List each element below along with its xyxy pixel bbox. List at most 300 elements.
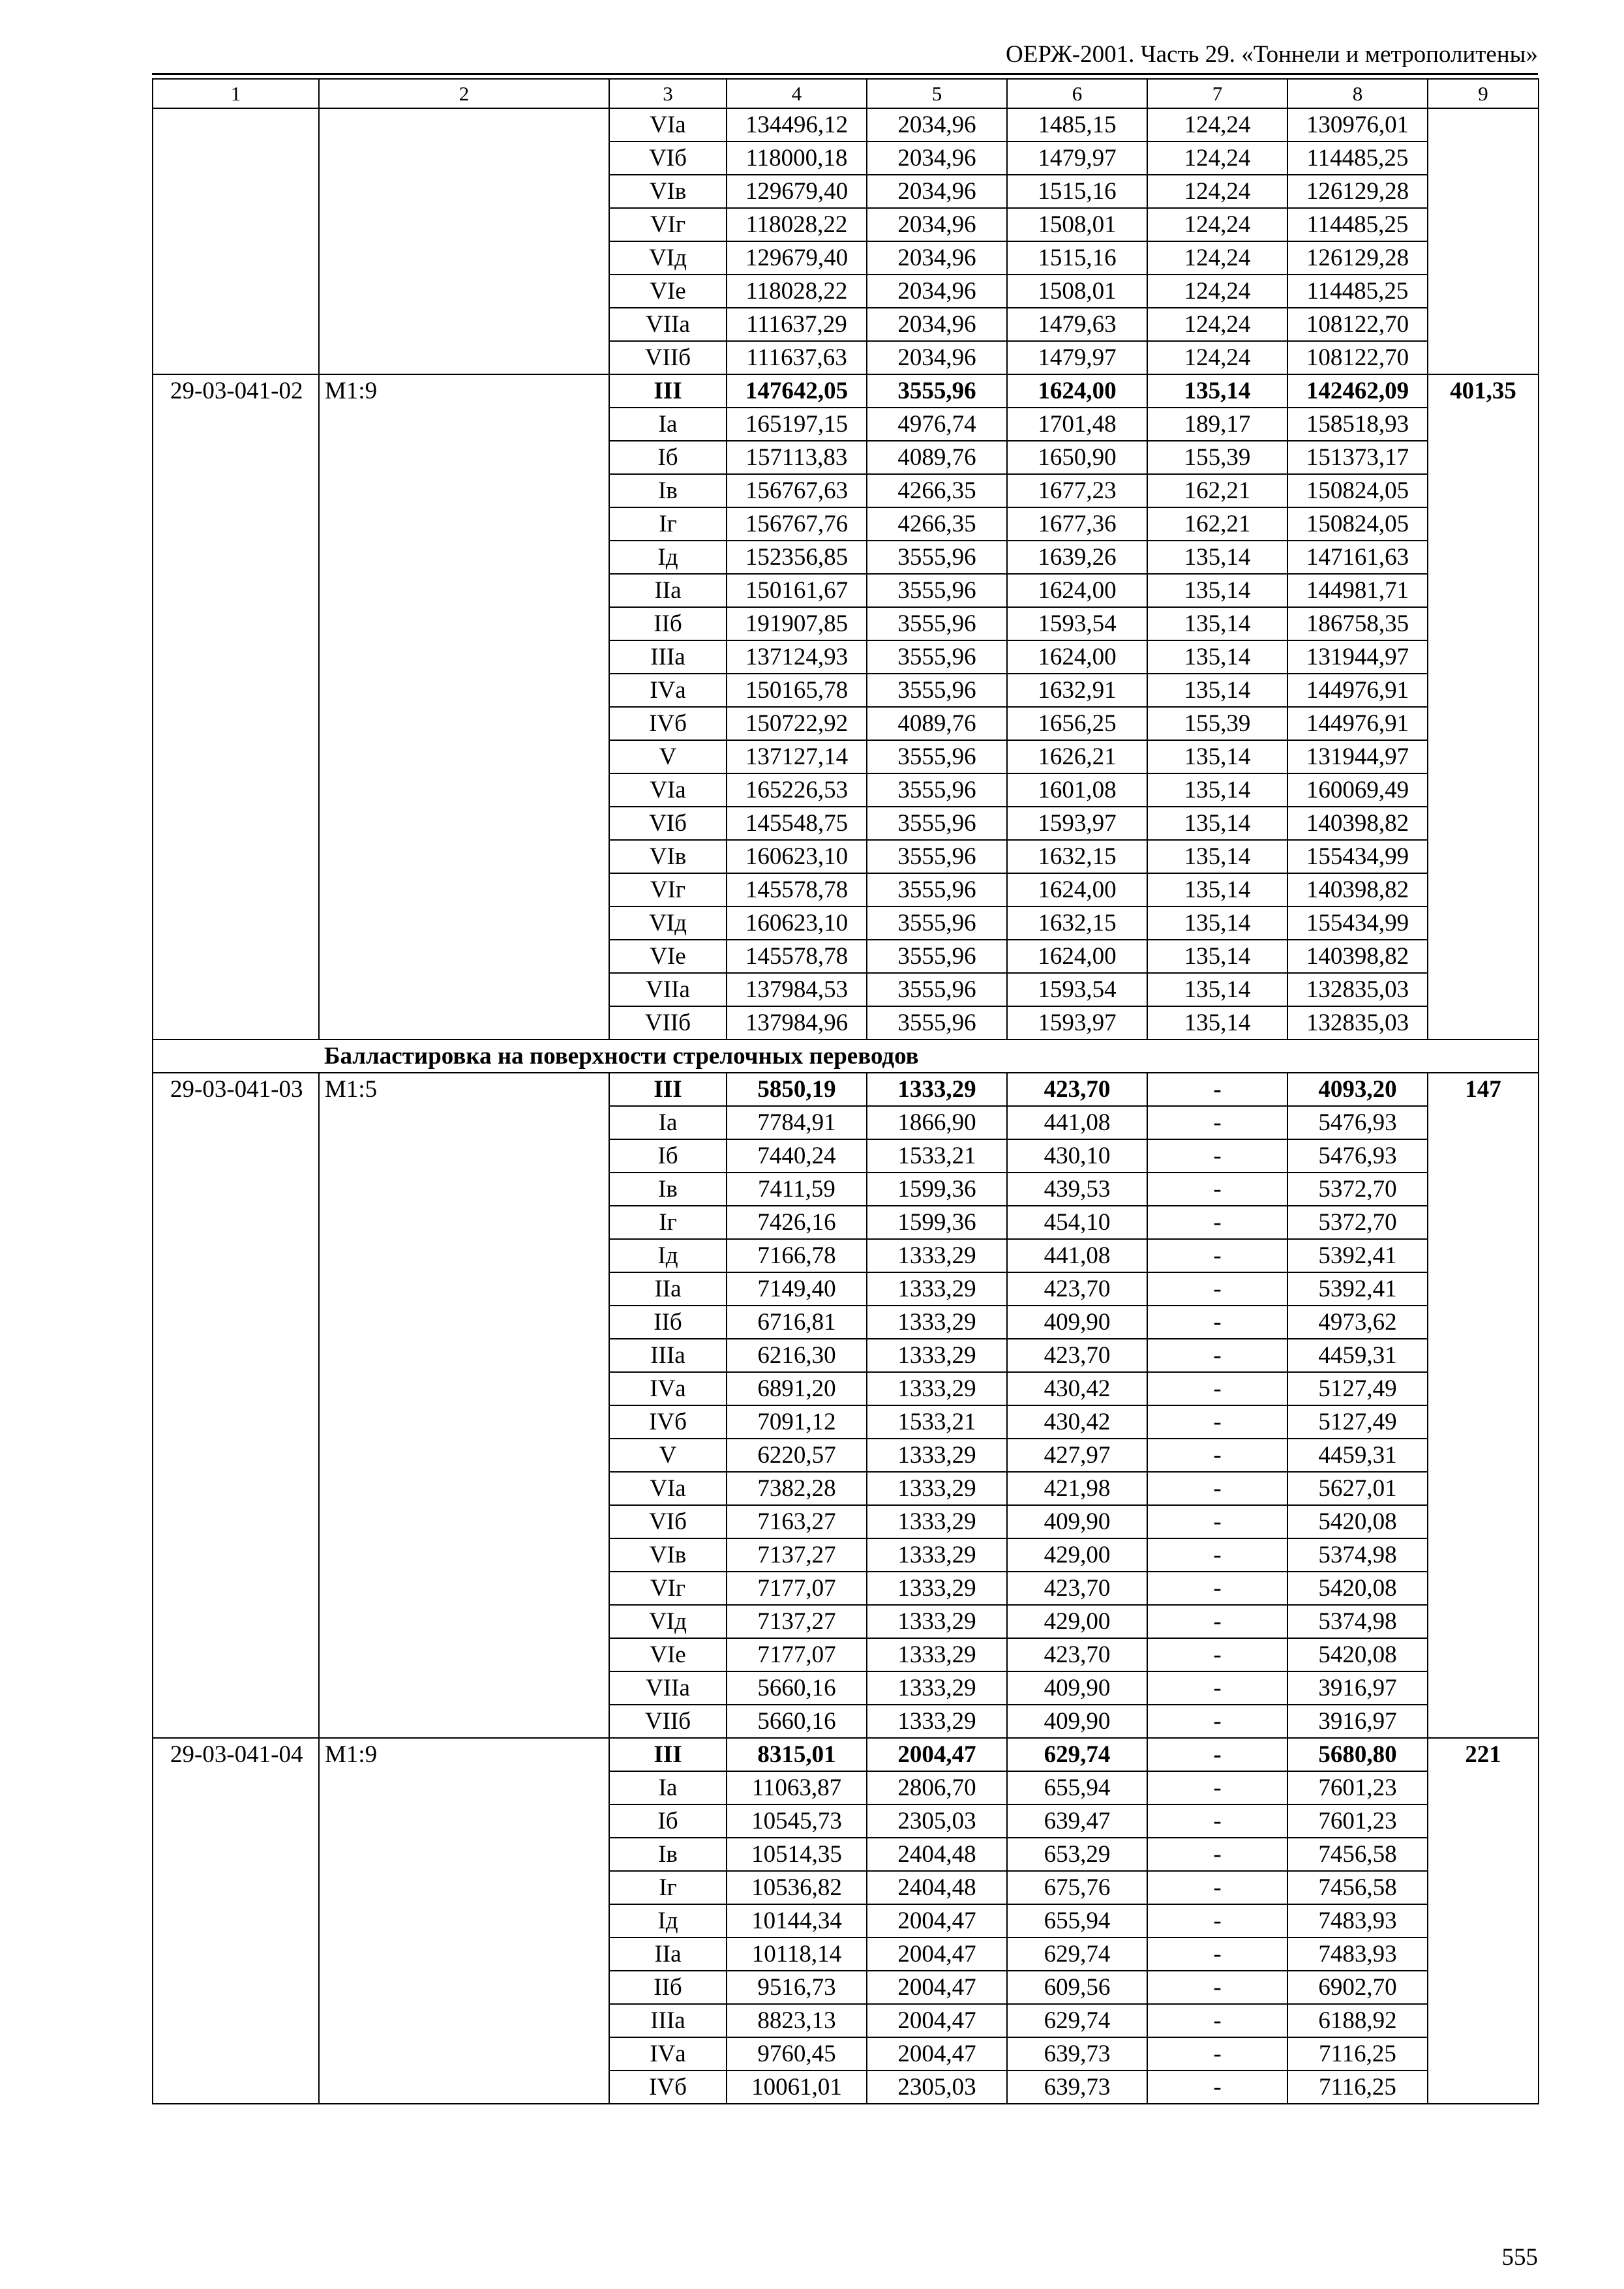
machine-costs-cell: 409,90: [1007, 1705, 1147, 1738]
machine-costs-cell: 423,70: [1007, 1339, 1147, 1372]
direct-costs-cell: 7149,40: [727, 1272, 867, 1306]
machine-costs-cell: 1632,15: [1007, 906, 1147, 940]
materials-cell: 114485,25: [1287, 208, 1428, 241]
machine-costs-cell: 1508,01: [1007, 208, 1147, 241]
machine-costs-cell: 1515,16: [1007, 175, 1147, 208]
materials-cell: 140398,82: [1287, 940, 1428, 973]
machinist-wages-cell: 135,14: [1147, 873, 1287, 906]
zone-cell: IVб: [609, 2071, 727, 2104]
machinist-wages-cell: -: [1147, 1339, 1287, 1372]
labor-wages-cell: 2004,47: [867, 2037, 1007, 2071]
machine-costs-cell: 430,42: [1007, 1372, 1147, 1405]
zone-cell: IVа: [609, 674, 727, 707]
machine-costs-cell: 1593,97: [1007, 807, 1147, 840]
column-number: 8: [1287, 79, 1428, 108]
machinist-wages-cell: 135,14: [1147, 1006, 1287, 1040]
materials-cell: 5127,49: [1287, 1372, 1428, 1405]
zone-cell: IIа: [609, 574, 727, 607]
direct-costs-cell: 7177,07: [727, 1572, 867, 1605]
machinist-wages-cell: 135,14: [1147, 541, 1287, 574]
rate-name: М1:5: [319, 1073, 609, 1738]
direct-costs-cell: 7177,07: [727, 1638, 867, 1671]
machinist-wages-cell: -: [1147, 1705, 1287, 1738]
labor-wages-cell: 1599,36: [867, 1173, 1007, 1206]
direct-costs-cell: 160623,10: [727, 906, 867, 940]
zone-cell: VIIа: [609, 973, 727, 1006]
machine-costs-cell: 1508,01: [1007, 275, 1147, 308]
direct-costs-cell: 118000,18: [727, 142, 867, 175]
materials-cell: 7116,25: [1287, 2071, 1428, 2104]
materials-cell: 131944,97: [1287, 740, 1428, 773]
materials-cell: 155434,99: [1287, 906, 1428, 940]
materials-cell: 114485,25: [1287, 275, 1428, 308]
direct-costs-cell: 7426,16: [727, 1206, 867, 1239]
zone-cell: IIIа: [609, 2004, 727, 2037]
zone-cell: VIб: [609, 807, 727, 840]
machine-costs-cell: 1677,23: [1007, 474, 1147, 507]
zone-cell: Iг: [609, 1871, 727, 1904]
machinist-wages-cell: 135,14: [1147, 940, 1287, 973]
machine-costs-cell: 655,94: [1007, 1771, 1147, 1804]
labor-wages-cell: 4266,35: [867, 507, 1007, 541]
labor-wages-cell: 3555,96: [867, 640, 1007, 674]
machine-costs-cell: 430,10: [1007, 1139, 1147, 1173]
zone-cell: IIб: [609, 1306, 727, 1339]
zone-cell: VIд: [609, 1605, 727, 1638]
rate-code: 29-03-041-04: [153, 1738, 319, 2104]
zone-cell: VIIб: [609, 341, 727, 374]
machinist-wages-cell: 135,14: [1147, 607, 1287, 640]
direct-costs-cell: 6216,30: [727, 1339, 867, 1372]
materials-cell: 5374,98: [1287, 1605, 1428, 1638]
machine-costs-cell: 1632,15: [1007, 840, 1147, 873]
machinist-wages-cell: -: [1147, 1804, 1287, 1838]
direct-costs-cell: 137127,14: [727, 740, 867, 773]
materials-cell: 4459,31: [1287, 1439, 1428, 1472]
machine-costs-cell: 1479,97: [1007, 341, 1147, 374]
zone-cell: Iа: [609, 1771, 727, 1804]
zone-cell: Iб: [609, 1804, 727, 1838]
zone-cell: VIв: [609, 1538, 727, 1572]
direct-costs-cell: 118028,22: [727, 275, 867, 308]
price-table: [152, 78, 1539, 2104]
labor-hours: [1428, 108, 1539, 374]
zone-cell: VIа: [609, 1472, 727, 1505]
machinist-wages-cell: -: [1147, 1306, 1287, 1339]
machinist-wages-cell: 124,24: [1147, 341, 1287, 374]
machine-costs-cell: 441,08: [1007, 1239, 1147, 1272]
materials-cell: 5476,93: [1287, 1139, 1428, 1173]
labor-wages-cell: 2034,96: [867, 275, 1007, 308]
direct-costs-cell: 5850,19: [727, 1073, 867, 1106]
machinist-wages-cell: -: [1147, 1106, 1287, 1139]
materials-cell: 5420,08: [1287, 1638, 1428, 1671]
direct-costs-cell: 134496,12: [727, 108, 867, 142]
machinist-wages-cell: 155,39: [1147, 707, 1287, 740]
materials-cell: 150824,05: [1287, 474, 1428, 507]
materials-cell: 7483,93: [1287, 1937, 1428, 1971]
machinist-wages-cell: -: [1147, 1472, 1287, 1505]
machinist-wages-cell: -: [1147, 1439, 1287, 1472]
machine-costs-cell: 1632,91: [1007, 674, 1147, 707]
machinist-wages-cell: -: [1147, 1638, 1287, 1671]
labor-wages-cell: 1333,29: [867, 1073, 1007, 1106]
direct-costs-cell: 7784,91: [727, 1106, 867, 1139]
materials-cell: 5127,49: [1287, 1405, 1428, 1439]
machinist-wages-cell: 124,24: [1147, 142, 1287, 175]
machinist-wages-cell: 135,14: [1147, 674, 1287, 707]
direct-costs-cell: 5660,16: [727, 1671, 867, 1705]
zone-cell: VIIб: [609, 1705, 727, 1738]
zone-cell: Iа: [609, 408, 727, 441]
machinist-wages-cell: 162,21: [1147, 507, 1287, 541]
machine-costs-cell: 430,42: [1007, 1405, 1147, 1439]
zone-cell: Iд: [609, 1239, 727, 1272]
direct-costs-cell: 7137,27: [727, 1538, 867, 1572]
labor-wages-cell: 2034,96: [867, 241, 1007, 275]
direct-costs-cell: 150722,92: [727, 707, 867, 740]
direct-costs-cell: 137124,93: [727, 640, 867, 674]
zone-cell: V: [609, 1439, 727, 1472]
labor-wages-cell: 1333,29: [867, 1472, 1007, 1505]
direct-costs-cell: 165197,15: [727, 408, 867, 441]
machine-costs-cell: 423,70: [1007, 1638, 1147, 1671]
zone-cell: VIб: [609, 142, 727, 175]
materials-cell: 5372,70: [1287, 1173, 1428, 1206]
labor-wages-cell: 3555,96: [867, 374, 1007, 408]
zone-cell: VIа: [609, 773, 727, 807]
machine-costs-cell: 629,74: [1007, 1937, 1147, 1971]
labor-wages-cell: 1333,29: [867, 1671, 1007, 1705]
materials-cell: 7116,25: [1287, 2037, 1428, 2071]
materials-cell: 7456,58: [1287, 1838, 1428, 1871]
materials-cell: 144976,91: [1287, 674, 1428, 707]
direct-costs-cell: 8315,01: [727, 1738, 867, 1771]
materials-cell: 186758,35: [1287, 607, 1428, 640]
machinist-wages-cell: -: [1147, 1206, 1287, 1239]
direct-costs-cell: 11063,87: [727, 1771, 867, 1804]
labor-wages-cell: 3555,96: [867, 807, 1007, 840]
labor-wages-cell: 2004,47: [867, 2004, 1007, 2037]
materials-cell: 3916,97: [1287, 1705, 1428, 1738]
materials-cell: 155434,99: [1287, 840, 1428, 873]
zone-cell: VIг: [609, 873, 727, 906]
materials-cell: 151373,17: [1287, 441, 1428, 474]
materials-cell: 142462,09: [1287, 374, 1428, 408]
labor-wages-cell: 2004,47: [867, 1971, 1007, 2004]
materials-cell: 132835,03: [1287, 973, 1428, 1006]
materials-cell: 5476,93: [1287, 1106, 1428, 1139]
machinist-wages-cell: 135,14: [1147, 973, 1287, 1006]
machinist-wages-cell: 135,14: [1147, 840, 1287, 873]
machine-costs-cell: 1485,15: [1007, 108, 1147, 142]
zone-cell: VIб: [609, 1505, 727, 1538]
zone-cell: VIIа: [609, 1671, 727, 1705]
machine-costs-cell: 423,70: [1007, 1073, 1147, 1106]
labor-hours: 401,35: [1428, 374, 1539, 1040]
zone-cell: Iд: [609, 1904, 727, 1937]
materials-cell: 160069,49: [1287, 773, 1428, 807]
direct-costs-cell: 129679,40: [727, 241, 867, 275]
machine-costs-cell: 1515,16: [1007, 241, 1147, 275]
machinist-wages-cell: 135,14: [1147, 740, 1287, 773]
direct-costs-cell: 152356,85: [727, 541, 867, 574]
labor-wages-cell: 1533,21: [867, 1405, 1007, 1439]
machine-costs-cell: 409,90: [1007, 1671, 1147, 1705]
column-number-row: [153, 79, 1539, 108]
direct-costs-cell: 165226,53: [727, 773, 867, 807]
direct-costs-cell: 129679,40: [727, 175, 867, 208]
machinist-wages-cell: -: [1147, 2004, 1287, 2037]
machinist-wages-cell: -: [1147, 1771, 1287, 1804]
machinist-wages-cell: -: [1147, 1671, 1287, 1705]
direct-costs-cell: 10061,01: [727, 2071, 867, 2104]
machine-costs-cell: 639,73: [1007, 2071, 1147, 2104]
labor-wages-cell: 1333,29: [867, 1339, 1007, 1372]
rate-name: М1:9: [319, 1738, 609, 2104]
machine-costs-cell: 421,98: [1007, 1472, 1147, 1505]
column-number: 2: [319, 79, 609, 108]
direct-costs-cell: 10118,14: [727, 1937, 867, 1971]
table-body: [153, 79, 1539, 2104]
labor-wages-cell: 3555,96: [867, 940, 1007, 973]
labor-hours: 221: [1428, 1738, 1539, 2104]
labor-wages-cell: 1333,29: [867, 1638, 1007, 1671]
machine-costs-cell: 675,76: [1007, 1871, 1147, 1904]
direct-costs-cell: 10545,73: [727, 1804, 867, 1838]
machinist-wages-cell: -: [1147, 1838, 1287, 1871]
machinist-wages-cell: 189,17: [1147, 408, 1287, 441]
machinist-wages-cell: -: [1147, 1139, 1287, 1173]
machine-costs-cell: 653,29: [1007, 1838, 1147, 1871]
machine-costs-cell: 639,73: [1007, 2037, 1147, 2071]
direct-costs-cell: 7091,12: [727, 1405, 867, 1439]
section-end-cell: [1428, 1040, 1539, 1073]
labor-wages-cell: 2004,47: [867, 1904, 1007, 1937]
zone-cell: IIб: [609, 1971, 727, 2004]
zone-cell: III: [609, 374, 727, 408]
table-row: [153, 1738, 1539, 1771]
materials-cell: 5627,01: [1287, 1472, 1428, 1505]
machinist-wages-cell: 124,24: [1147, 275, 1287, 308]
materials-cell: 147161,63: [1287, 541, 1428, 574]
machinist-wages-cell: -: [1147, 1173, 1287, 1206]
direct-costs-cell: 147642,05: [727, 374, 867, 408]
table-row: [153, 1073, 1539, 1106]
column-number: 5: [867, 79, 1007, 108]
machine-costs-cell: 629,74: [1007, 1738, 1147, 1771]
labor-hours: 147: [1428, 1073, 1539, 1738]
machinist-wages-cell: -: [1147, 1871, 1287, 1904]
machine-costs-cell: 454,10: [1007, 1206, 1147, 1239]
zone-cell: VIа: [609, 108, 727, 142]
direct-costs-cell: 8823,13: [727, 2004, 867, 2037]
direct-costs-cell: 157113,83: [727, 441, 867, 474]
materials-cell: 4093,20: [1287, 1073, 1428, 1106]
machine-costs-cell: 1624,00: [1007, 873, 1147, 906]
zone-cell: IIа: [609, 1937, 727, 1971]
machinist-wages-cell: 124,24: [1147, 208, 1287, 241]
machinist-wages-cell: -: [1147, 1405, 1287, 1439]
labor-wages-cell: 3555,96: [867, 906, 1007, 940]
labor-wages-cell: 4976,74: [867, 408, 1007, 441]
zone-cell: VIв: [609, 175, 727, 208]
machine-costs-cell: 1656,25: [1007, 707, 1147, 740]
zone-cell: IVа: [609, 2037, 727, 2071]
labor-wages-cell: 2004,47: [867, 1738, 1007, 1771]
materials-cell: 5392,41: [1287, 1239, 1428, 1272]
zone-cell: VIIб: [609, 1006, 727, 1040]
materials-cell: 4459,31: [1287, 1339, 1428, 1372]
direct-costs-cell: 156767,76: [727, 507, 867, 541]
direct-costs-cell: 145578,78: [727, 940, 867, 973]
materials-cell: 4973,62: [1287, 1306, 1428, 1339]
materials-cell: 150824,05: [1287, 507, 1428, 541]
direct-costs-cell: 145548,75: [727, 807, 867, 840]
machine-costs-cell: 1624,00: [1007, 640, 1147, 674]
zone-cell: VIе: [609, 940, 727, 973]
machine-costs-cell: 1701,48: [1007, 408, 1147, 441]
labor-wages-cell: 1333,29: [867, 1505, 1007, 1538]
machinist-wages-cell: -: [1147, 1372, 1287, 1405]
direct-costs-cell: 156767,63: [727, 474, 867, 507]
machine-costs-cell: 609,56: [1007, 1971, 1147, 2004]
zone-cell: Iв: [609, 474, 727, 507]
materials-cell: 140398,82: [1287, 873, 1428, 906]
zone-cell: VIг: [609, 208, 727, 241]
labor-wages-cell: 2034,96: [867, 175, 1007, 208]
direct-costs-cell: 6891,20: [727, 1372, 867, 1405]
machinist-wages-cell: -: [1147, 1904, 1287, 1937]
zone-cell: IVб: [609, 707, 727, 740]
rate-name: [319, 108, 609, 374]
zone-cell: Iб: [609, 1139, 727, 1173]
labor-wages-cell: 3555,96: [867, 607, 1007, 640]
machinist-wages-cell: -: [1147, 1538, 1287, 1572]
materials-cell: 126129,28: [1287, 241, 1428, 275]
zone-cell: VIд: [609, 241, 727, 275]
machinist-wages-cell: 155,39: [1147, 441, 1287, 474]
materials-cell: 6902,70: [1287, 1971, 1428, 2004]
machine-costs-cell: 439,53: [1007, 1173, 1147, 1206]
machine-costs-cell: 1593,54: [1007, 973, 1147, 1006]
direct-costs-cell: 9760,45: [727, 2037, 867, 2071]
column-number: 6: [1007, 79, 1147, 108]
zone-cell: IVа: [609, 1372, 727, 1405]
labor-wages-cell: 1333,29: [867, 1538, 1007, 1572]
materials-cell: 108122,70: [1287, 308, 1428, 341]
materials-cell: 5680,80: [1287, 1738, 1428, 1771]
labor-wages-cell: 2034,96: [867, 108, 1007, 142]
machinist-wages-cell: -: [1147, 1272, 1287, 1306]
zone-cell: III: [609, 1738, 727, 1771]
labor-wages-cell: 1866,90: [867, 1106, 1007, 1139]
labor-wages-cell: 4266,35: [867, 474, 1007, 507]
labor-wages-cell: 1333,29: [867, 1239, 1007, 1272]
column-number: 7: [1147, 79, 1287, 108]
machine-costs-cell: 429,00: [1007, 1538, 1147, 1572]
column-number: 1: [153, 79, 319, 108]
machine-costs-cell: 427,97: [1007, 1439, 1147, 1472]
labor-wages-cell: 3555,96: [867, 674, 1007, 707]
labor-wages-cell: 2404,48: [867, 1838, 1007, 1871]
column-number: 4: [727, 79, 867, 108]
machine-costs-cell: 655,94: [1007, 1904, 1147, 1937]
labor-wages-cell: 2034,96: [867, 142, 1007, 175]
machinist-wages-cell: 135,14: [1147, 773, 1287, 807]
zone-cell: IIб: [609, 607, 727, 640]
direct-costs-cell: 191907,85: [727, 607, 867, 640]
document-header: ОЕРЖ-2001. Часть 29. «Тоннели и метрополитены»: [1006, 41, 1538, 68]
materials-cell: 7456,58: [1287, 1871, 1428, 1904]
machine-costs-cell: 423,70: [1007, 1272, 1147, 1306]
machine-costs-cell: 1624,00: [1007, 940, 1147, 973]
materials-cell: 5420,08: [1287, 1505, 1428, 1538]
labor-wages-cell: 1333,29: [867, 1272, 1007, 1306]
machinist-wages-cell: 124,24: [1147, 108, 1287, 142]
materials-cell: 6188,92: [1287, 2004, 1428, 2037]
labor-wages-cell: 3555,96: [867, 773, 1007, 807]
machinist-wages-cell: -: [1147, 1971, 1287, 2004]
machinist-wages-cell: -: [1147, 1937, 1287, 1971]
direct-costs-cell: 10514,35: [727, 1838, 867, 1871]
zone-cell: VIIа: [609, 308, 727, 341]
rate-name: М1:9: [319, 374, 609, 1040]
page-number: 555: [1501, 2244, 1538, 2271]
machine-costs-cell: 1479,63: [1007, 308, 1147, 341]
labor-wages-cell: 2034,96: [867, 208, 1007, 241]
zone-cell: IVб: [609, 1405, 727, 1439]
zone-cell: Iб: [609, 441, 727, 474]
machine-costs-cell: 1650,90: [1007, 441, 1147, 474]
machinist-wages-cell: -: [1147, 1239, 1287, 1272]
materials-cell: 7483,93: [1287, 1904, 1428, 1937]
rate-code: 29-03-041-03: [153, 1073, 319, 1738]
machine-costs-cell: 1624,00: [1007, 374, 1147, 408]
machinist-wages-cell: 135,14: [1147, 807, 1287, 840]
labor-wages-cell: 3555,96: [867, 1006, 1007, 1040]
direct-costs-cell: 10536,82: [727, 1871, 867, 1904]
direct-costs-cell: 9516,73: [727, 1971, 867, 2004]
direct-costs-cell: 7166,78: [727, 1239, 867, 1272]
materials-cell: 114485,25: [1287, 142, 1428, 175]
machinist-wages-cell: 135,14: [1147, 906, 1287, 940]
zone-cell: IIIа: [609, 640, 727, 674]
machine-costs-cell: 1626,21: [1007, 740, 1147, 773]
labor-wages-cell: 3555,96: [867, 973, 1007, 1006]
zone-cell: Iд: [609, 541, 727, 574]
zone-cell: VIд: [609, 906, 727, 940]
machine-costs-cell: 629,74: [1007, 2004, 1147, 2037]
direct-costs-cell: 111637,29: [727, 308, 867, 341]
machinist-wages-cell: 124,24: [1147, 175, 1287, 208]
machinist-wages-cell: -: [1147, 1073, 1287, 1106]
zone-cell: Iв: [609, 1173, 727, 1206]
materials-cell: 5374,98: [1287, 1538, 1428, 1572]
materials-cell: 7601,23: [1287, 1804, 1428, 1838]
materials-cell: 5372,70: [1287, 1206, 1428, 1239]
direct-costs-cell: 7382,28: [727, 1472, 867, 1505]
direct-costs-cell: 150165,78: [727, 674, 867, 707]
zone-cell: Iв: [609, 1838, 727, 1871]
zone-cell: IIа: [609, 1272, 727, 1306]
machine-costs-cell: 1677,36: [1007, 507, 1147, 541]
machine-costs-cell: 1593,97: [1007, 1006, 1147, 1040]
direct-costs-cell: 6220,57: [727, 1439, 867, 1472]
machinist-wages-cell: -: [1147, 1605, 1287, 1638]
direct-costs-cell: 7163,27: [727, 1505, 867, 1538]
direct-costs-cell: 5660,16: [727, 1705, 867, 1738]
